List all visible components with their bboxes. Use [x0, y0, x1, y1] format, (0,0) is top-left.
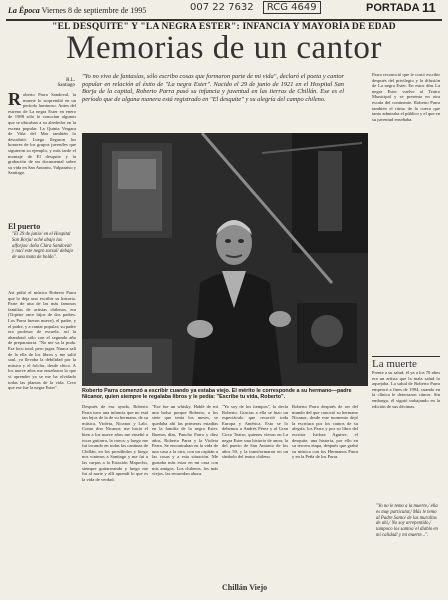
section-name: PORTADA: [366, 2, 420, 14]
article-column-1: [8, 92, 76, 222]
subhead-el-puerto: El puerto: [8, 222, 41, 231]
subhead-chillan-viejo: Chillán Viejo: [222, 583, 268, 592]
paper-name-and-date: [8, 6, 146, 15]
column-1-text: oberto Parra Sandoval, la muerte lo sorprendió en un período luminoso. Antes del estreno de La negra Ester en enero de 1988 sólo lo conocían algunos que se ubicaban a su alrededor en la escena popular. La Quinta Vergara de Viña del Mar también lo descubrió. Luego llegaron los honores de los grupos juveniles que siguieron su ejemplo, y más tarde el montaje de El desquite y la grabación de un documental sobre su vida en San Antonio, Valparaíso y Santiago.: [8, 92, 76, 176]
lede-paragraph: "Yo no vivo de fantasías, sólo escribo cosas que formaron parte de mi vida", declaró el poeta y cantor popular en relación al éxito de "La negra Ester". Nacido el 29 de junio de 1921 en el Hospital San Borja de la capital, Roberto Parra pasó su infancia y juventud en las tierras de Chillán. Ese es el período que de alguna manera está registrado en "El desquite" y su alegría del campo chileno.: [82, 73, 344, 103]
handwritten-box-code: RCG 4649: [263, 1, 321, 14]
column-1b-text: Así pidió el músico Roberto Parra que lo deja uno escribir su historia. Parte de una de las más famosas familias de artistas chilenos, era (Tiqiene once hijos de dos padres. Los Parra fueron nueve), el padre, y el padre, y a cantar popular; su padre era profesor de escuela, así la abandonó sólo con el segundo año de preparatoria. "No me va la poda. Era loco total, pero jugar. Nunca salí de la ella de los libros y me salió saul, ya llevaba la debilidad por la música y el folclor, desde chico. A los nueve años me enseñaron lo que vi aprender ya se me ha olvidado todas las plantas de la vida. Creo que ese fue la negra Ester".: [8, 290, 76, 391]
article-column-3: [152, 404, 218, 596]
issue-date: Viernes 8 de septiembre de 1995: [41, 6, 147, 15]
handwritten-code: 007 22 7632: [190, 2, 254, 13]
column-2-text: Después de esa ayuda, Roberto Parra tuvo una infancia que no está tan lejos de la de su hermano, de su música, Violeta, Nicanor y Lalo. Como don Nicanor, me hacía el bien a los nueve años me enseñó a tocar guitarra, la cueca; y luego me fui tocando en todas las cantinas de Chillán, en los prostíbulos y luego nos vinimos a Santiago y me fui a las carpas a la Estación Mapocho, siempre guitarreando y luego me fui al norte y allí aprendí lo que es la vida de verdad.: [82, 404, 148, 482]
masthead-rule: [6, 19, 442, 21]
masthead: [0, 0, 448, 24]
paper-name: La Época: [8, 6, 40, 15]
article-column-6: [372, 72, 440, 372]
poem-excerpt-2: "Yo no le temo a la muerte,/ ella es muy particular,/ Más le temo al Padre Santo/ de las murallas de ahí,/ No soy arrepentido,/ tampoco los santos/ el diablo en mi calidad/ y mi muerte...".: [376, 504, 438, 538]
article-column-5: [292, 404, 358, 572]
column-6-text: Parra reconoció que le costó escribir después del privilegio y la difusión de La negra Ester. En estos días La negra Ester vuelve al Teatro Municipal y se presenta en otra escala del continente. Roberto Parra también el ritmo de la cueca que tanto admiraba el público y el que en su juventud enseñaba.: [372, 72, 440, 122]
poem-excerpt-1: "El 29 de junio/ en el Hospital San Borja/ oché abajo las alforjas/ doña Clara Sandoval/ y nací este negro zorzal/ debajo de una mata de boldo".: [12, 232, 73, 261]
archive-code: [190, 2, 321, 13]
byline-initials: R.L.: [66, 78, 75, 83]
kicker: "EL DESQUITE" Y "LA NEGRA ESTER": INFANCIA Y MAYORÍA DE EDAD: [52, 22, 396, 32]
byline: [50, 78, 75, 88]
photo-caption: Roberto Parra comenzó a escribir cuando ya estaba viejo. El mérito le corresponde a su hermano—padre Nicanor, quien siempre le regalaba libros y le pedía: "Escribe tu vida, Roberto".: [82, 388, 352, 401]
drop-cap: R: [8, 92, 21, 109]
portrait-photo: [82, 133, 368, 386]
column-3-text: "Ese fue un whisky. Hablé de mí una bolsa porque Roberto, a los siete que tenía los meses, se quedaba ahí las primeras estadías en la familia de la negra Ester. Buenos días, Pancho Parra y diez años, Roberto Parra y la Violeta Parra. Se encontraban en la vida de una casa a la otra, con un capitán a las cosas y a esta situación. Me gustaba más estar en mi casa con mis amigos. Los chilenos, los más viejos, las recuerdan ahora.: [152, 404, 218, 477]
column-5-text: Roberto Parra después de ser del mundo del que conoció su hermano Nicanor, desde este momento dejó la escritura por los cantos de su alegría, los Parra y por su libro del escritor Isidora Aguirre, el desquite, una historia, por ello en su tercera etapa, después que grabó su música con los Hermanos Parra y en la Peña de los Parra.: [292, 404, 358, 460]
article-column-7: [372, 370, 440, 500]
byline-place: Santiago: [57, 83, 75, 88]
roberto-parra-photo: [82, 133, 368, 386]
column-7-text: Frente a su salud, él ya a los 70 años era un artista que la mala salud lo aquejaba. La salud de Roberto Parra empeoró a fines de 1994, cuando en la clínica le detectaron cáncer. Sin embargo, él siguió trabajando en la edición de sus décimas.: [372, 370, 440, 409]
headline: Memorias de un cantor: [66, 30, 382, 66]
page-number: 11: [422, 0, 436, 15]
article-column-1b: [8, 290, 76, 595]
column-4-text: "Yo soy de los tiempos", lo decía Roberto. Gracias a ella se hizo un espectáculo que recorrió toda Europa y América. Esto se lo debemos a Andrés Pérez y al Gran Circo Teatro, quienes vieron en La negra Ester una historia de amor, la del puerto de San Antonio de los años 50, y la transformaron en un símbolo del teatro chileno.: [222, 404, 288, 460]
article-column-2: [82, 404, 148, 596]
article-column-4: [222, 404, 288, 596]
subhead-la-muerte: La muerte: [372, 356, 440, 370]
